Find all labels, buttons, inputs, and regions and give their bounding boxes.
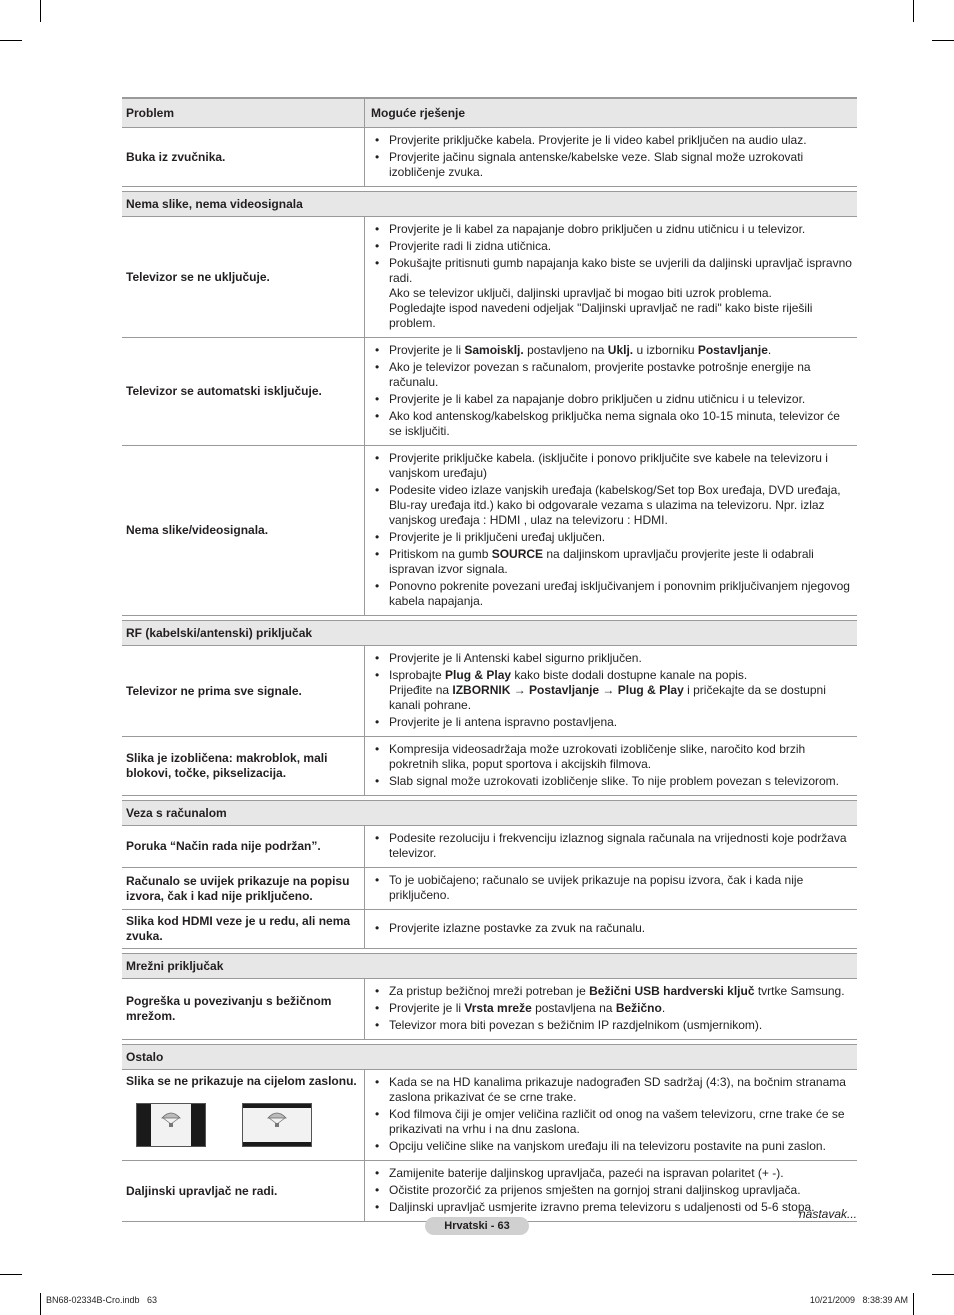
table-row [122, 338, 857, 446]
section-header [122, 954, 857, 979]
problem-text: Računalo se uvijek prikazuje na popisu izvora, čak i kad nije priključeno. [126, 873, 350, 903]
solution-item: • Očistite prozorčić za prijenos smješten na gornjoj strani daljinskog upravljača. [371, 1183, 853, 1198]
section-title: Veza s računalom [122, 801, 857, 826]
section-title: Mrežni priključak [122, 954, 857, 979]
problem-text: Nema slike/videosignala. [126, 523, 269, 537]
section-title: RF (kabelski/antenski) priključak [122, 621, 857, 646]
problem-cell [122, 1070, 365, 1161]
solution-item: • Provjerite je li priključeni uređaj uključen. [371, 530, 853, 545]
solution-list [371, 831, 853, 861]
solution-item: • Kada se na HD kanalima prikazuje nadograđen SD sadržaj (4:3), na bočnim stranama zaslona prikazivat će se crne trake. [371, 1075, 853, 1105]
table-row [122, 128, 857, 187]
problem-cell [122, 128, 365, 187]
problem-cell [122, 1161, 365, 1222]
solution-item: • Za pristup bežičnoj mreži potreban je Bežični USB hardverski ključ tvrtke Samsung. [371, 984, 853, 999]
crop-mark [932, 40, 954, 41]
problem-cell [122, 910, 365, 949]
problem-text: Daljinski upravljač ne radi. [126, 1183, 278, 1198]
problem-cell [122, 826, 365, 868]
solution-item: • Provjerite je li Vrsta mreže postavljena na Bežično. [371, 1001, 853, 1016]
problem-text: Slika se ne prikazuje na cijelom zaslonu. [126, 1074, 357, 1088]
crop-mark [913, 1293, 914, 1315]
solution-list [371, 343, 853, 439]
table-row [122, 868, 857, 910]
crop-mark [0, 40, 22, 41]
solution-item: • Provjerite radi li zidna utičnica. [371, 239, 853, 254]
solution-item: • Podesite video izlaze vanjskih uređaja (kabelskog/Set top Box uređaja, DVD uređaja, Blu-ray uređaja itd.) kako bi odgovarale vezama s ulazima na televizoru. Npr. izlaz vanjskog uređaja : HDMI , ulaz na televizoru : HDMI. [371, 483, 853, 528]
solution-cell [365, 338, 858, 446]
crop-mark [932, 1274, 954, 1275]
solution-list [371, 742, 853, 789]
solution-item: • Provjerite je li antena ispravno postavljena. [371, 715, 853, 730]
header-problem: Problem [122, 98, 365, 128]
section-header [122, 1045, 857, 1070]
crop-mark [40, 1293, 41, 1315]
solution-cell [365, 737, 858, 796]
solution-item: • Pritiskom na gumb SOURCE na daljinskom upravljaču provjerite jeste li odabrali ispravan izvor signala. [371, 547, 853, 577]
solution-item: • Provjerite izlazne postavke za zvuk na računalu. [371, 921, 853, 936]
problem-cell [122, 868, 365, 910]
solution-item: • Isprobajte Plug & Play kako biste dodali dostupne kanale na popis. Prijeđite na IZBORNIK → Postavljanje → Plug & Play i pričekajte da se dostupni kanali pohrane. [371, 668, 853, 713]
problem-text: Poruka “Način rada nije podržan”. [126, 839, 321, 853]
solution-item: • Ako je televizor povezan s računalom, provjerite postavke potrošnje energije na računalu. [371, 360, 853, 390]
problem-cell [122, 217, 365, 338]
table-header [122, 98, 857, 128]
problem-text: Buka iz zvučnika. [126, 149, 226, 164]
table-row [122, 1070, 857, 1161]
solution-item: • Daljinski upravljač usmjerite izravno prema televizoru s udaljenosti od 5-6 stopa. [371, 1200, 853, 1215]
problem-cell [122, 737, 365, 796]
solution-list [371, 1075, 853, 1154]
solution-list [371, 651, 853, 730]
solution-cell [365, 446, 858, 616]
solution-list [371, 873, 853, 903]
solution-item: • Provjerite priključke kabela. (isključite i ponovo priključite sve kabele na televizoru i vanjskom uređaju) [371, 451, 853, 481]
table-row [122, 646, 857, 737]
crop-mark [913, 0, 914, 22]
section-header [122, 801, 857, 826]
solution-item: • Provjerite je li Samoisklj. postavljeno na Uklj. u izborniku Postavljanje. [371, 343, 853, 358]
aspect-ratio-illustrations [136, 1103, 358, 1147]
solution-cell [365, 979, 858, 1040]
solution-item: • Provjerite jačinu signala antenske/kabelske veze. Slab signal može uzrokovati izobličenje zvuka. [371, 150, 853, 180]
continued-note: nastavak... [798, 1207, 857, 1221]
table-row [122, 217, 857, 338]
solution-item: • Televizor mora biti povezan s bežičnim IP razdjelnikom (usmjernikom). [371, 1018, 853, 1033]
letterbox-illustration [242, 1103, 312, 1147]
problem-text: Slika je izobličena: makroblok, mali blokovi, točke, pikselizacija. [126, 751, 328, 780]
table-row [122, 826, 857, 868]
solution-item: • Ako kod antenskog/kabelskog priključka nema signala oko 10-15 minuta, televizor će se isključiti. [371, 409, 853, 439]
solution-item: • Kod filmova čiji je omjer veličina različit od onog na vašem televizoru, crne trake će se prikazivati na vrhu i na dnu zaslona. [371, 1107, 853, 1137]
problem-text: Televizor ne prima sve signale. [126, 683, 302, 698]
crop-mark [0, 1274, 22, 1275]
problem-cell [122, 446, 365, 616]
table-row [122, 910, 857, 949]
solution-list [371, 222, 853, 331]
solution-cell [365, 128, 858, 187]
section-title: Nema slike, nema videosignala [122, 192, 857, 217]
solution-list [371, 133, 853, 180]
solution-list [371, 984, 853, 1033]
table-row [122, 1161, 857, 1222]
solution-cell [365, 217, 858, 338]
problem-cell [122, 338, 365, 446]
solution-cell [365, 1070, 858, 1161]
section-title: Ostalo [122, 1045, 857, 1070]
solution-cell [365, 868, 858, 910]
problem-text: Televizor se ne uključuje. [126, 269, 270, 284]
solution-cell [365, 646, 858, 737]
solution-item: • Kompresija videosadržaja može uzrokovati izobličenje slike, naročito kod brzih pokretnih slika, poput sportova i akcijskih filmova. [371, 742, 853, 772]
solution-item: • Pokušajte pritisnuti gumb napajanja kako biste se uvjerili da daljinski upravljač ispravno radi. Ako se televizor uključi, daljinski upravljač bi mogao biti uzrok problema. Pogledajte ispod navedeni odjeljak "Daljinski upravljač ne radi" kako biste riješili problem. [371, 256, 853, 331]
print-timestamp: 10/21/2009 8:38:39 AM [809, 1295, 908, 1305]
problem-text: Pogreška u povezivanju s bežičnom mrežom. [126, 994, 332, 1023]
crop-mark [40, 0, 41, 22]
solution-item: • To je uobičajeno; računalo se uvijek prikazuje na popisu izvora, čak i kada nije priključeno. [371, 873, 853, 903]
solution-item: • Provjerite je li Antenski kabel sigurno priključen. [371, 651, 853, 666]
solution-list [371, 921, 853, 936]
solution-item: • Podesite rezoluciju i frekvenciju izlaznog signala računala na vrijednosti koje podržava televizor. [371, 831, 853, 861]
section-header [122, 192, 857, 217]
problem-text: Slika kod HDMI veze je u redu, ali nema zvuka. [126, 914, 351, 943]
section-header [122, 621, 857, 646]
table-row [122, 446, 857, 616]
table-row [122, 737, 857, 796]
solution-item: • Provjerite priključke kabela. Provjerite je li video kabel priključen na audio ulaz. [371, 133, 853, 148]
problem-cell [122, 646, 365, 737]
solution-cell [365, 826, 858, 868]
solution-item: • Ponovno pokrenite povezani uređaj isključivanjem i ponovnim priključivanjem njegovog kabela napajanja. [371, 579, 853, 609]
problem-text: Televizor se automatski isključuje. [126, 384, 322, 398]
solution-item: • Provjerite je li kabel za napajanje dobro priključen u zidnu utičnicu i u televizor. [371, 392, 853, 407]
solution-item: • Slab signal može uzrokovati izobličenje slike. To nije problem povezan s televizorom. [371, 774, 853, 789]
solution-item: • Opciju veličine slike na vanjskom uređaju ili na televizoru postavite na puni zaslon. [371, 1139, 853, 1154]
pillarbox-illustration [136, 1103, 206, 1147]
page-number-badge: Hrvatski - 63 [425, 1217, 529, 1235]
problem-cell [122, 979, 365, 1040]
solution-item: • Zamijenite baterije daljinskog upravljača, pazeći na ispravan polaritet (+ -). [371, 1166, 853, 1181]
table-row [122, 979, 857, 1040]
troubleshooting-table [122, 97, 857, 1222]
solution-list [371, 451, 853, 609]
solution-item: • Provjerite je li kabel za napajanje dobro priključen u zidnu utičnicu i u televizor. [371, 222, 853, 237]
file-info: BN68-02334B-Cro.indb 63 [46, 1295, 158, 1305]
solution-cell [365, 910, 858, 949]
header-solution: Moguće rješenje [365, 98, 858, 128]
